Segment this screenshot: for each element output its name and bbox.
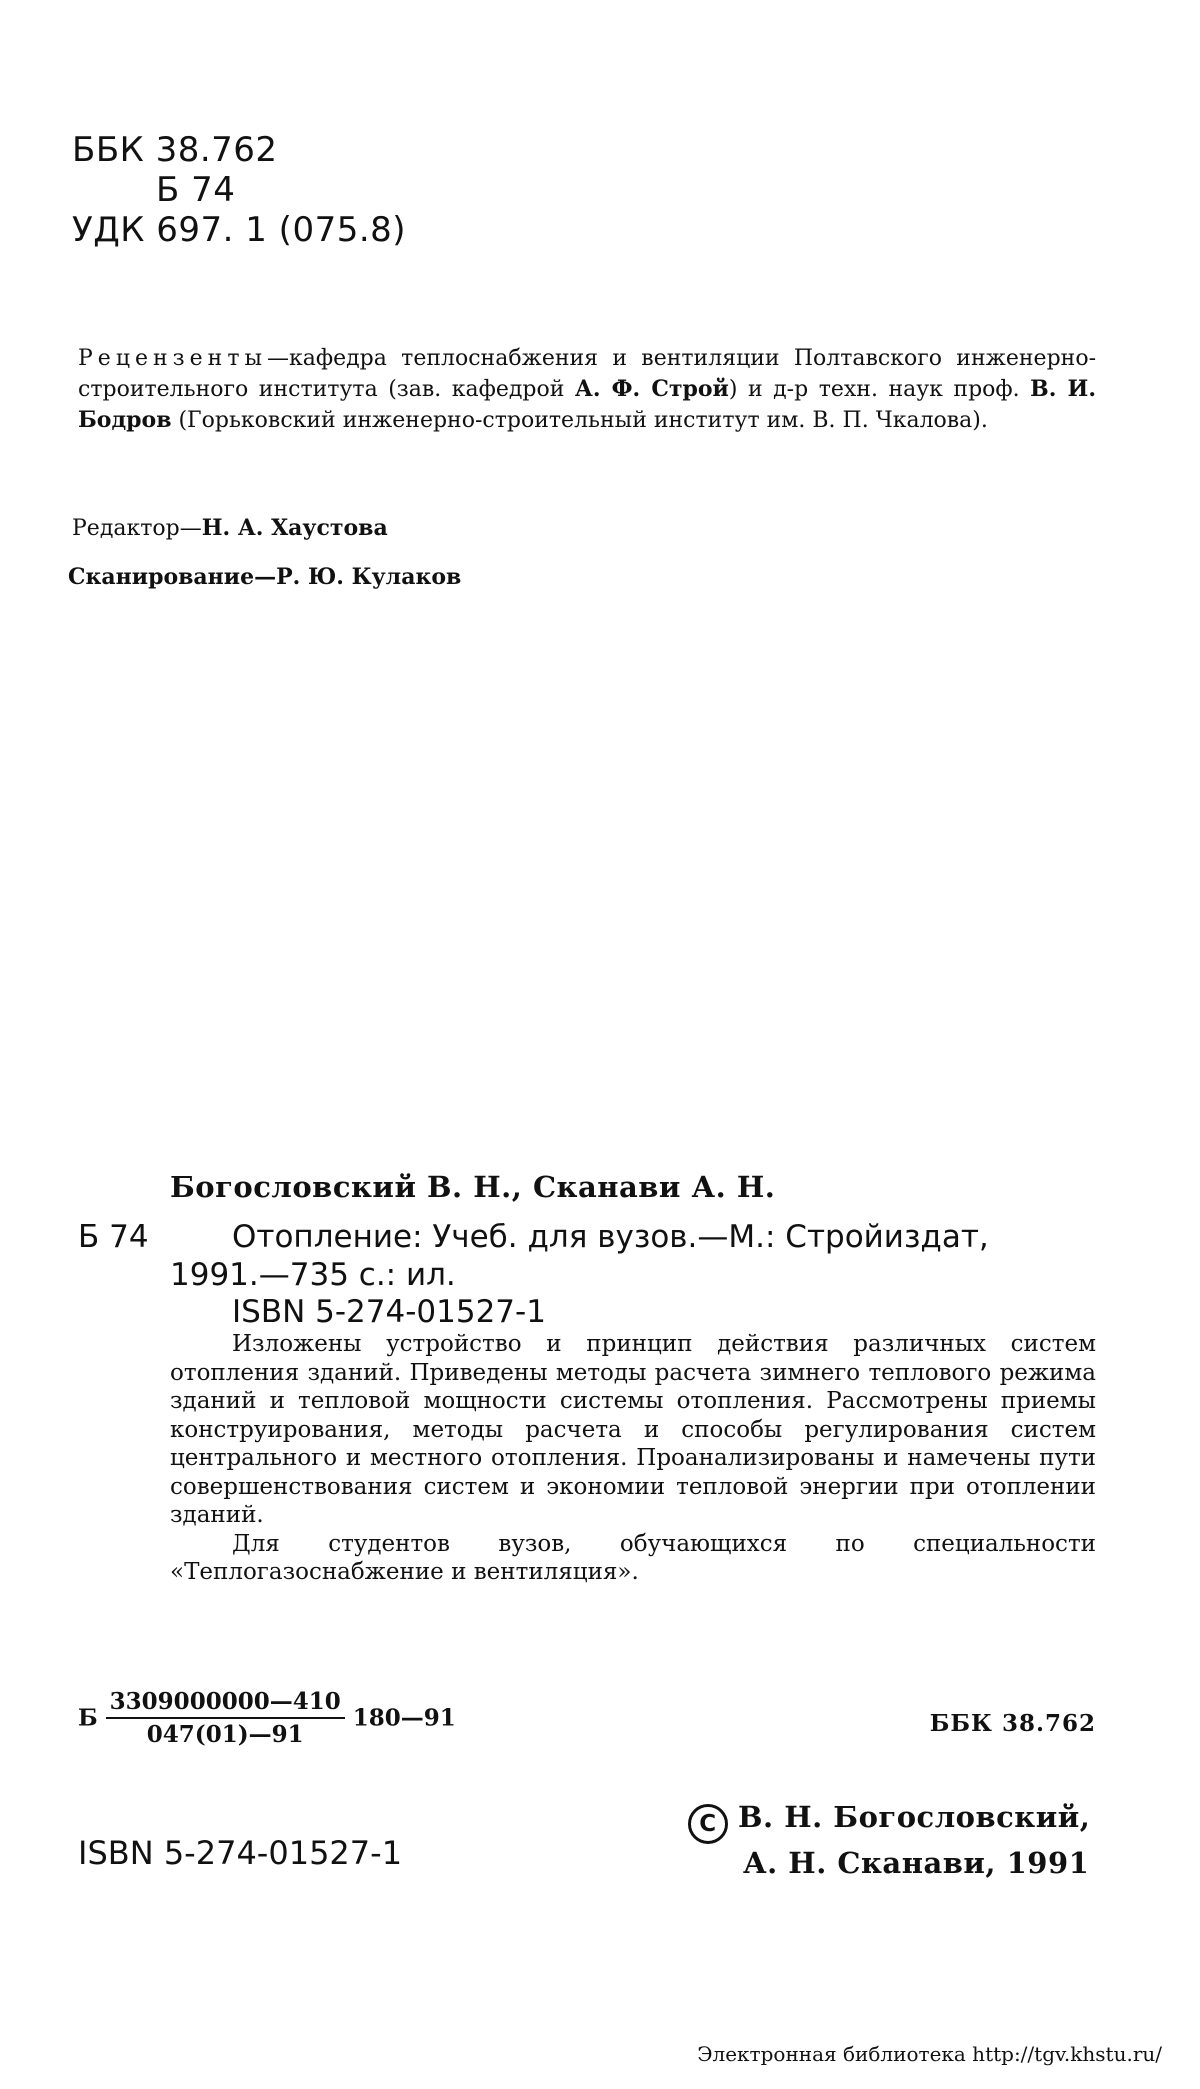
catalog-mark: Б 74 <box>78 1219 149 1255</box>
copyright-icon: C <box>688 1804 728 1844</box>
copyright-block <box>688 1798 1090 1882</box>
annotation-text: Изложены устройство и принцип действия различных систем отопления зданий. Приведены методы расчета зимнего теплового режима зданий и тепловой мощности системы отопления. Рассмотрены приемы конструирования, методы расчета и способы регулирования систем центрального и местного отопления. Проанализированы и намечены пути совершенствования систем и экономии тепловой энергии при отоплении зданий. <box>170 1331 1096 1528</box>
copyright-holder-1: В. Н. Богословский, <box>738 1800 1091 1834</box>
editor-label: Редактор— <box>72 516 202 541</box>
annotation-audience: Для студентов вузов, обучающихся по специальности «Теплогазоснабжение и вентиляция». <box>170 1530 1096 1585</box>
isbn-bottom: ISBN 5-274-01527-1 <box>78 1834 403 1872</box>
index-denominator: 047(01)—91 <box>146 1721 304 1748</box>
reviewers-paragraph <box>78 343 1096 436</box>
reviewers-text-c: (Горьковский инженерно-строительный институт им. В. П. Чкалова). <box>171 408 988 433</box>
catalog-annotation <box>170 1330 1096 1587</box>
index-suffix: 180—91 <box>352 1704 456 1732</box>
index-fraction <box>106 1688 345 1748</box>
index-numerator: 3309000000—410 <box>106 1688 345 1719</box>
reviewer-prof-name: В. И. Бодров <box>78 376 1097 433</box>
reviewers-label: Рецензенты <box>78 346 268 371</box>
catalog-authors: Богословский В. Н., Сканави А. Н. <box>170 1170 776 1204</box>
reviewers-text-b: ) и д-р техн. наук проф. <box>728 377 1031 402</box>
scan-name: Р. Ю. Кулаков <box>276 564 462 590</box>
author-mark: Б 74 <box>156 170 236 210</box>
scan-label: Сканирование— <box>68 564 277 590</box>
copyright-holder-2: А. Н. Сканави, 1991 <box>743 1846 1090 1880</box>
scan-credit <box>68 562 461 592</box>
publisher-index-code <box>78 1688 456 1748</box>
bbk-bottom: ББК 38.762 <box>929 1710 1096 1737</box>
copyright-line-1 <box>688 1798 1090 1844</box>
copyright-line-2 <box>688 1844 1090 1882</box>
udk-index: УДК 697. 1 (075.8) <box>72 210 407 250</box>
reviewer-head-name: А. Ф. Строй <box>574 376 729 402</box>
library-footer: Электронная библиотека http://tgv.khstu.ru/ <box>697 2042 1162 2066</box>
reviewers-text-a: —кафедра теплоснабжения и вентиляции Полтавского инженерно-строительного института (зав. кафедрой <box>78 346 1096 402</box>
bbk-index: ББК 38.762 <box>72 130 278 170</box>
catalog-isbn: ISBN 5-274-01527-1 <box>232 1294 546 1330</box>
editor-credit <box>72 513 388 544</box>
index-letter: Б <box>78 1704 98 1732</box>
editor-name: Н. А. Хаустова <box>201 515 388 541</box>
catalog-imprint-line: 1991.—735 с.: ил. <box>170 1257 456 1293</box>
catalog-title-line: Отопление: Учеб. для вузов.—М.: Стройиздат, <box>232 1219 989 1255</box>
